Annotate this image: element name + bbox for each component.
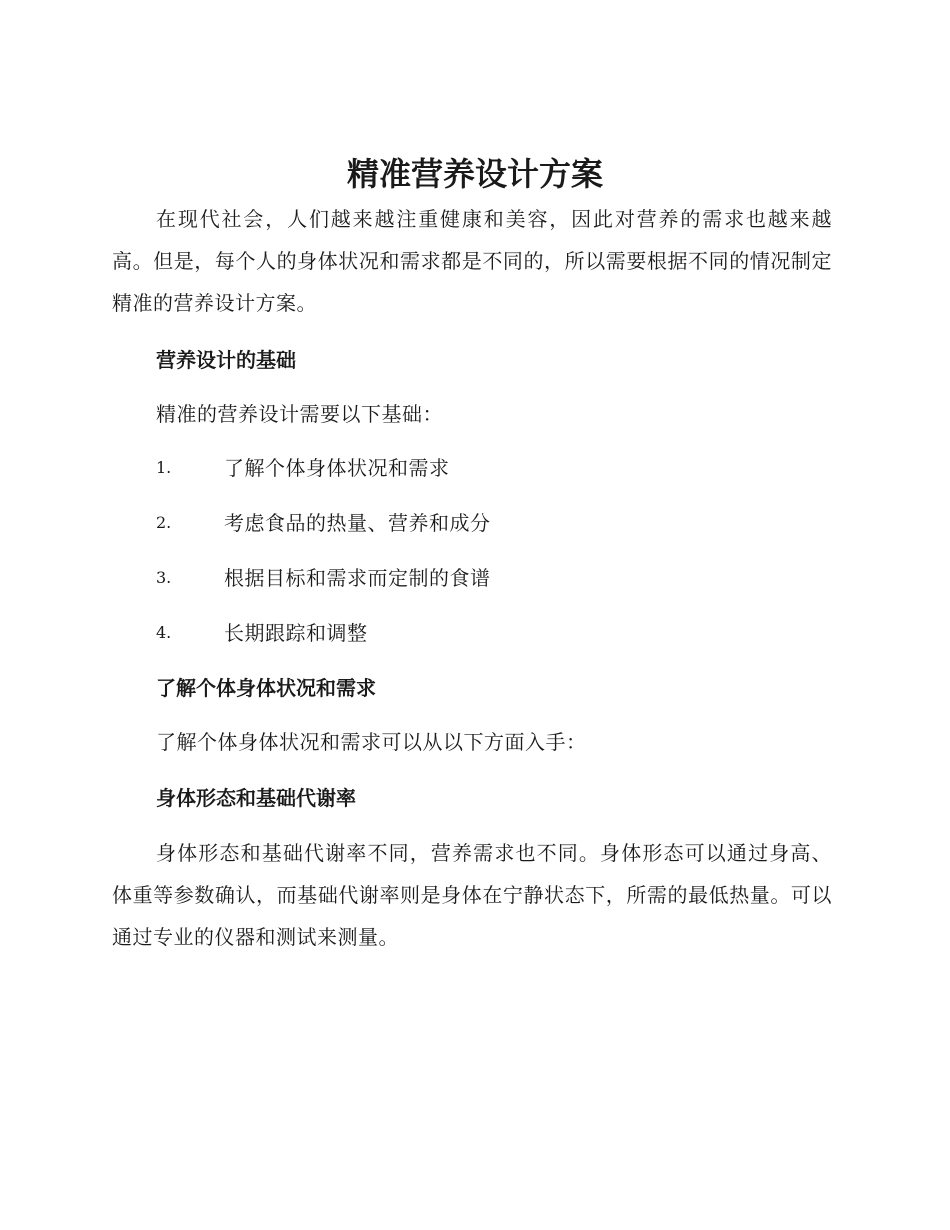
list-item-number: 3. xyxy=(156,568,172,587)
list-item-number: 2. xyxy=(156,513,172,532)
section-lead-nutrition-basis: 精准的营养设计需要以下基础： xyxy=(156,402,443,426)
section-lead-individual-needs: 了解个体身体状况和需求可以从以下方面入手： xyxy=(156,730,587,754)
body-metabolism-paragraph: 身体形态和基础代谢率不同，营养需求也不同。身体形态可以通过身高、体重等参数确认，而基础代谢率则是身体在宁静状态下，所需的最低热量。可以通过专业的仪器和测试来测量。 xyxy=(112,841,832,949)
intro-paragraph: 在现代社会，人们越来越注重健康和美容，因此对营养的需求也越来越高。但是，每个人的身体状况和需求都是不同的，所以需要根据不同的情况制定精准的营养设计方案。 xyxy=(112,207,832,315)
section-heading-body-metabolism: 身体形态和基础代谢率 xyxy=(156,786,356,810)
list-item-text: 考虑食品的热量、营养和成分 xyxy=(224,511,491,535)
section-heading-nutrition-basis: 营养设计的基础 xyxy=(156,348,296,372)
page-title: 精准营养设计方案 xyxy=(346,155,603,193)
list-item-text: 了解个体身体状况和需求 xyxy=(224,456,450,480)
section-heading-individual-needs: 了解个体身体状况和需求 xyxy=(156,676,376,700)
list-item-number: 1. xyxy=(156,458,172,477)
list-item-number: 4. xyxy=(156,623,172,642)
list-item-text: 根据目标和需求而定制的食谱 xyxy=(224,566,491,590)
list-item-text: 长期跟踪和调整 xyxy=(224,621,368,645)
